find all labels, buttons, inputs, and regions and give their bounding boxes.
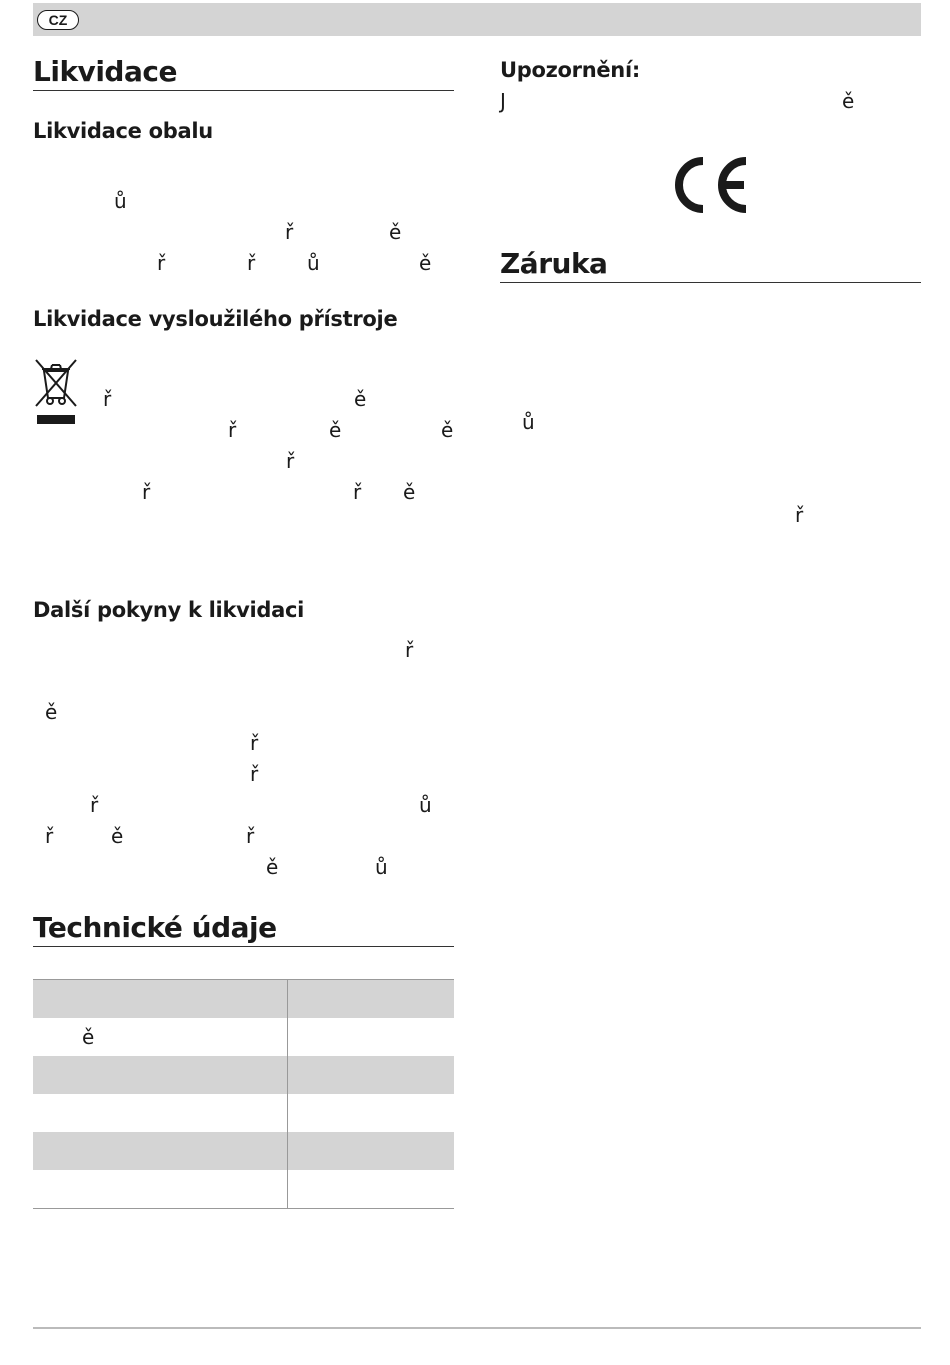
text-fragment: ě — [419, 251, 432, 275]
table-row — [33, 1132, 454, 1170]
text-fragment: ř — [250, 731, 259, 755]
footer-rule — [33, 1327, 921, 1329]
section-title-zaruka: Záruka — [500, 248, 921, 283]
text-fragment: ř — [142, 480, 151, 504]
table-row — [33, 980, 454, 1019]
text-fragment: ě — [389, 220, 402, 244]
text-fragment: ě — [329, 418, 342, 442]
table-row — [33, 1094, 454, 1132]
heading-dalsi-pokyny: Další pokyny k likvidaci — [33, 598, 305, 622]
text-fragment: ř — [157, 251, 166, 275]
table-cell-value — [288, 1170, 455, 1209]
table-cell-value — [288, 1132, 455, 1170]
table-cell-label — [33, 1094, 288, 1132]
text-fragment: ř — [45, 824, 54, 848]
heading-upozorneni: Upozornění: — [500, 58, 640, 82]
table-row — [33, 1018, 454, 1056]
crossed-out-wheelie-bin-icon — [33, 357, 79, 427]
section-title-likvidace: Likvidace — [33, 56, 454, 91]
ce-mark-icon — [668, 153, 752, 217]
text-fragment: ů — [307, 251, 320, 275]
table-cell-value — [288, 1056, 455, 1094]
text-fragment: ř — [286, 449, 295, 473]
text-fragment: ř — [246, 824, 255, 848]
section-title-technicke-udaje: Technické údaje — [33, 912, 454, 947]
text-fragment: ě — [354, 387, 367, 411]
text-fragment: ě — [45, 700, 58, 724]
text-fragment: ů — [522, 410, 535, 434]
table-cell-label — [33, 1018, 288, 1056]
table-cell-label — [33, 1056, 288, 1094]
text-fragment: ě — [441, 418, 454, 442]
text-fragment: ř — [353, 480, 362, 504]
header-bar — [33, 3, 921, 36]
text-fragment: ě — [842, 89, 855, 113]
text-fragment: ů — [419, 793, 432, 817]
heading-likvidace-obalu: Likvidace obalu — [33, 119, 213, 143]
table-cell-label — [33, 980, 288, 1019]
text-fragment: ř — [103, 387, 112, 411]
table-cell-value — [288, 1018, 455, 1056]
text-fragment: ě — [266, 855, 279, 879]
text-fragment: ř — [228, 418, 237, 442]
text-fragment: ů — [375, 855, 388, 879]
table-row — [33, 1170, 454, 1209]
table-cell-label — [33, 1132, 288, 1170]
text-fragment: ř — [285, 220, 294, 244]
table-row — [33, 1056, 454, 1094]
table-cell-value — [288, 1094, 455, 1132]
table-cell-value — [288, 980, 455, 1019]
text-fragment: ř — [90, 793, 99, 817]
spec-table — [33, 979, 454, 1209]
text-fragment: ř — [247, 251, 256, 275]
heading-likvidace-pristroje: Likvidace vysloužilého přístroje — [33, 307, 398, 331]
text-fragment: ě — [403, 480, 416, 504]
text-fragment: ě — [111, 824, 124, 848]
text-fragment: ů — [114, 189, 127, 213]
text-fragment: ř — [250, 762, 259, 786]
text-fragment: ř — [795, 503, 804, 527]
table-cell-label — [33, 1170, 288, 1209]
table-cell-text: ě — [82, 1025, 95, 1049]
text-fragment: ř — [405, 638, 414, 662]
language-badge: CZ — [37, 10, 79, 30]
text-fragment: J — [500, 89, 506, 113]
